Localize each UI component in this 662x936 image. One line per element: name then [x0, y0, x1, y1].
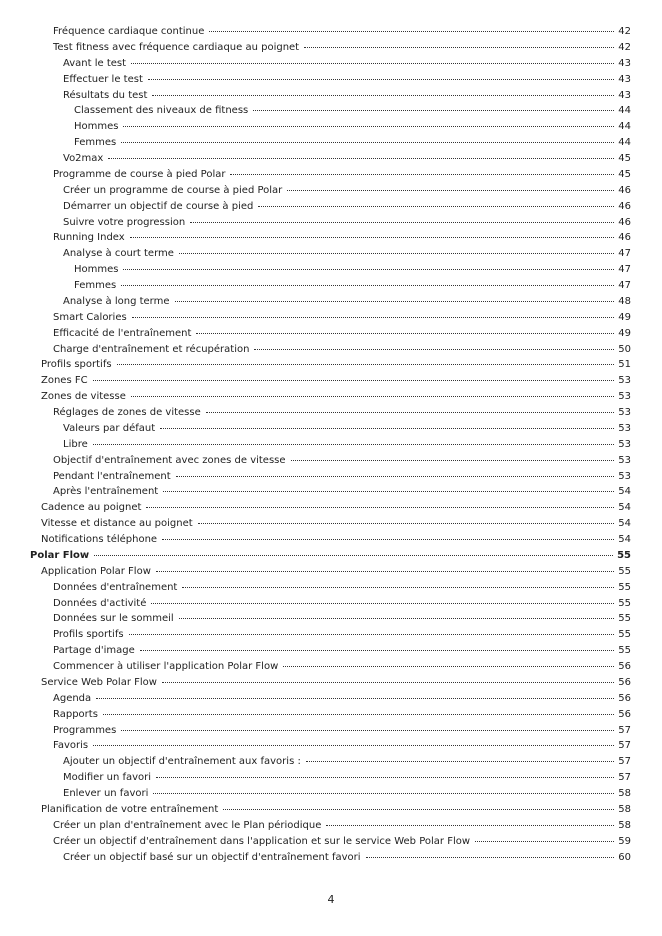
toc-entry[interactable] [0, 564, 662, 580]
toc-entry[interactable] [0, 215, 662, 231]
toc-entry-title: Commencer à utiliser l'application Polar Flow [53, 661, 279, 672]
toc-entry-page: 47 [618, 248, 631, 260]
dot-leader [230, 174, 614, 175]
toc-entry[interactable] [0, 151, 662, 167]
dot-leader [190, 222, 614, 223]
toc-entry-title: Fréquence cardiaque continue [53, 26, 205, 37]
toc-entry[interactable] [0, 516, 662, 532]
dot-leader [475, 841, 614, 842]
toc-entry-page: 42 [618, 41, 631, 53]
toc-entry-title: Résultats du test [63, 89, 148, 101]
toc-entry-title: Créer un plan d'entraînement avec le Plan périodique [53, 819, 322, 831]
toc-entry-page: 42 [618, 26, 631, 37]
dot-leader [129, 634, 615, 635]
toc-entry-title: Smart Calories [53, 311, 127, 323]
toc-entry-page: 55 [618, 613, 631, 625]
toc-entry-title: Zones de vitesse [41, 391, 126, 403]
toc-entry-title: Running Index [53, 232, 125, 244]
toc-entry[interactable] [0, 754, 662, 770]
toc-entry[interactable] [0, 548, 662, 564]
toc-entry-title: Planification de votre entraînement [41, 803, 219, 815]
toc-entry-page: 56 [618, 708, 631, 720]
toc-entry-title: Rapports [53, 708, 98, 720]
toc-entry[interactable] [0, 119, 662, 135]
toc-entry-title: Effectuer le test [63, 73, 143, 85]
toc-entry-page: 43 [618, 73, 631, 85]
toc-entry[interactable] [0, 707, 662, 723]
toc-entry[interactable] [0, 278, 662, 294]
toc-entry[interactable] [0, 802, 662, 818]
toc-entry[interactable] [0, 596, 662, 612]
toc-entry[interactable] [0, 675, 662, 691]
toc-entry[interactable] [0, 850, 662, 866]
dot-leader [121, 142, 614, 143]
toc-entry[interactable] [0, 357, 662, 373]
toc-entry-page: 46 [618, 200, 631, 212]
toc-entry-title: Polar Flow [30, 549, 90, 561]
toc-entry-title: Libre [63, 438, 88, 450]
dot-leader [198, 523, 615, 524]
toc-entry[interactable] [0, 453, 662, 469]
dot-leader [326, 825, 614, 826]
toc-entry[interactable] [0, 72, 662, 88]
toc-entry-title: Classement des niveaux de fitness [74, 105, 249, 117]
toc-entry-title: Cadence au poignet [41, 502, 142, 514]
toc-entry-title: Charge d'entraînement et récupération [53, 343, 250, 355]
toc-entry[interactable] [0, 246, 662, 262]
toc-entry-title: Analyse à court terme [63, 248, 174, 260]
dot-leader [140, 650, 614, 651]
toc-entry-page: 44 [618, 105, 631, 117]
dot-leader [209, 31, 614, 32]
dot-leader [121, 730, 614, 731]
toc-entry[interactable] [0, 230, 662, 246]
dot-leader [258, 206, 614, 207]
toc-entry[interactable] [0, 770, 662, 786]
toc-entry-page: 57 [618, 756, 631, 768]
toc-entry-title: Test fitness avec fréquence cardiaque au poignet [53, 41, 300, 53]
dot-leader [96, 698, 614, 699]
dot-leader [304, 47, 614, 48]
toc-entry-page: 43 [618, 89, 631, 101]
toc-entry[interactable] [0, 88, 662, 104]
dot-leader [175, 301, 615, 302]
toc-entry[interactable] [0, 40, 662, 56]
dot-leader [148, 79, 614, 80]
toc-entry-title: Données d'activité [53, 597, 147, 609]
dot-leader [93, 444, 615, 445]
dot-leader [151, 603, 614, 604]
toc-entry-page: 59 [618, 835, 631, 847]
toc-entry-title: Enlever un favori [63, 788, 149, 799]
toc-entry-title: Partage d'image [53, 645, 135, 657]
toc-entry-title: Vitesse et distance au poignet [41, 518, 193, 530]
toc-entry-title: Profils sportifs [53, 629, 124, 641]
dot-leader [179, 253, 614, 254]
toc-entry-page: 53 [618, 407, 631, 418]
dot-leader [283, 666, 614, 667]
toc-entry[interactable] [0, 294, 662, 310]
toc-entry[interactable] [0, 389, 662, 405]
toc-entry[interactable] [0, 167, 662, 183]
toc-entry-page: 53 [618, 422, 631, 434]
toc-entry-page: 44 [618, 121, 631, 133]
toc-entry-page: 53 [618, 438, 631, 450]
toc-entry-title: Avant le test [63, 57, 127, 69]
toc-entry-page: 45 [618, 168, 631, 180]
toc-entry-title: Programmes [53, 724, 117, 736]
toc-entry-page: 57 [618, 740, 631, 752]
toc-entry[interactable] [0, 818, 662, 834]
dot-leader [366, 857, 615, 858]
page-number: 4 [327, 893, 335, 906]
dot-leader [130, 237, 615, 238]
toc-entry-title: Suivre votre progression [63, 216, 186, 228]
dot-leader [254, 349, 614, 350]
dot-leader [121, 285, 614, 286]
toc-entry-page: 55 [618, 629, 631, 641]
dot-leader [156, 777, 614, 778]
toc-entry-page: 47 [618, 280, 631, 291]
toc-entry[interactable] [0, 691, 662, 707]
dot-leader [152, 95, 614, 96]
toc-entry-title: Hommes [74, 264, 119, 276]
dot-leader [160, 428, 614, 429]
toc-entry-page: 55 [618, 645, 631, 657]
toc-entry[interactable] [0, 738, 662, 754]
dot-leader [117, 364, 615, 365]
toc-entry[interactable] [0, 500, 662, 516]
toc-entry-title: Femmes [74, 280, 117, 291]
dot-leader [163, 491, 614, 492]
toc-entry-title: Hommes [74, 121, 119, 133]
dot-leader [162, 539, 614, 540]
toc-entry-page: 49 [618, 311, 631, 323]
toc-entry-title: Créer un objectif d'entraînement dans l'application et sur le service Web Polar Flow [53, 835, 471, 847]
toc-entry[interactable] [0, 421, 662, 437]
toc-entry-page: 53 [618, 454, 631, 466]
dot-leader [179, 618, 615, 619]
toc-entry[interactable] [0, 405, 662, 421]
toc-entry[interactable] [0, 326, 662, 342]
toc-entry[interactable] [0, 723, 662, 739]
toc-entry-page: 48 [618, 295, 631, 307]
dot-leader [306, 761, 614, 762]
dot-leader [291, 460, 615, 461]
toc-entry[interactable] [0, 786, 662, 802]
toc-entry[interactable] [0, 24, 662, 40]
toc-entry[interactable] [0, 532, 662, 548]
toc-entry-page: 53 [618, 391, 631, 403]
toc-entry-title: Créer un programme de course à pied Polar [63, 184, 283, 196]
dot-leader [103, 714, 614, 715]
dot-leader [223, 809, 614, 810]
toc-entry[interactable] [0, 580, 662, 596]
toc-entry-title: Créer un objectif basé sur un objectif d'entraînement favori [63, 851, 361, 863]
toc-entry-page: 55 [618, 597, 631, 609]
toc-entry-title: Après l'entraînement [53, 486, 159, 498]
toc-entry[interactable] [0, 103, 662, 119]
dot-leader [93, 380, 615, 381]
toc-entry[interactable] [0, 834, 662, 850]
toc-entry-page: 55 [618, 565, 631, 577]
toc-entry-title: Femmes [74, 137, 117, 149]
toc-entry-page: 56 [618, 676, 631, 688]
dot-leader [94, 555, 613, 556]
toc-entry-title: Démarrer un objectif de course à pied [63, 200, 254, 212]
toc-entry[interactable] [0, 469, 662, 485]
dot-leader [93, 745, 614, 746]
toc-entry-title: Ajouter un objectif d'entraînement aux favoris : [63, 756, 301, 768]
toc-entry-page: 47 [618, 264, 631, 276]
toc-entry[interactable] [0, 643, 662, 659]
dot-leader [253, 110, 614, 111]
toc-entry-title: Service Web Polar Flow [41, 676, 157, 688]
toc-entry-page: 57 [618, 724, 631, 736]
toc-entry-title: Notifications téléphone [41, 534, 158, 545]
toc-entry-title: Objectif d'entraînement avec zones de vitesse [53, 454, 286, 466]
toc-entry-title: Données d'entraînement [53, 581, 178, 593]
dot-leader [132, 317, 615, 318]
toc-entry-title: Analyse à long terme [63, 295, 170, 307]
toc-entry-title: Favoris [53, 740, 89, 752]
toc-entry-title: Agenda [53, 692, 92, 704]
toc-entry-title: Vo2max [63, 153, 104, 164]
toc-entry-page: 57 [618, 772, 631, 784]
toc-entry[interactable] [0, 627, 662, 643]
dot-leader [287, 190, 614, 191]
toc-entry-page: 58 [618, 803, 631, 815]
toc-entry-title: Pendant l'entraînement [53, 470, 171, 482]
toc-entry-page: 50 [618, 343, 631, 355]
toc-entry-page: 58 [618, 819, 631, 831]
toc-entry[interactable] [0, 310, 662, 326]
toc-entry-page: 46 [618, 232, 631, 244]
toc-entry-page: 46 [618, 184, 631, 196]
toc-entry-page: 56 [618, 692, 631, 704]
dot-leader [123, 126, 614, 127]
table-of-contents [0, 24, 662, 865]
toc-entry[interactable] [0, 611, 662, 627]
dot-leader [156, 571, 614, 572]
toc-entry-title: Réglages de zones de vitesse [53, 407, 201, 418]
dot-leader [153, 793, 614, 794]
toc-entry-page: 55 [617, 549, 631, 561]
toc-entry[interactable] [0, 135, 662, 151]
toc-entry-page: 54 [618, 534, 631, 545]
toc-entry[interactable] [0, 373, 662, 389]
toc-entry-title: Données sur le sommeil [53, 613, 174, 625]
dot-leader [176, 476, 615, 477]
dot-leader [206, 412, 615, 413]
toc-entry-title: Application Polar Flow [41, 565, 151, 577]
toc-entry[interactable] [0, 437, 662, 453]
toc-entry-title: Valeurs par défaut [63, 422, 156, 434]
toc-entry-page: 49 [618, 327, 631, 339]
toc-entry-page: 51 [618, 359, 631, 371]
toc-entry-page: 43 [618, 57, 631, 69]
toc-entry[interactable] [0, 183, 662, 199]
toc-entry-title: Programme de course à pied Polar [53, 168, 226, 180]
toc-entry-page: 54 [618, 518, 631, 530]
dot-leader [146, 507, 614, 508]
toc-entry[interactable] [0, 199, 662, 215]
toc-entry-page: 54 [618, 486, 631, 498]
toc-entry-title: Zones FC [41, 375, 88, 387]
toc-entry-title: Profils sportifs [41, 359, 112, 371]
toc-entry-page: 53 [618, 375, 631, 387]
dot-leader [108, 158, 614, 159]
toc-entry[interactable] [0, 659, 662, 675]
toc-entry-title: Modifier un favori [63, 772, 152, 784]
toc-entry[interactable] [0, 484, 662, 500]
toc-entry-page: 53 [618, 470, 631, 482]
toc-entry-page: 60 [618, 851, 631, 863]
dot-leader [196, 333, 614, 334]
toc-entry-page: 45 [618, 153, 631, 164]
toc-entry-page: 55 [618, 581, 631, 593]
toc-entry-page: 58 [618, 788, 631, 799]
toc-entry[interactable] [0, 56, 662, 72]
toc-entry[interactable] [0, 262, 662, 278]
toc-entry-page: 44 [618, 137, 631, 149]
dot-leader [131, 63, 614, 64]
toc-entry-page: 56 [618, 661, 631, 672]
dot-leader [123, 269, 614, 270]
dot-leader [131, 396, 614, 397]
toc-entry[interactable] [0, 342, 662, 358]
toc-entry-title: Efficacité de l'entraînement [53, 327, 192, 339]
toc-entry-page: 54 [618, 502, 631, 514]
toc-entry-page: 46 [618, 216, 631, 228]
dot-leader [182, 587, 614, 588]
dot-leader [162, 682, 614, 683]
